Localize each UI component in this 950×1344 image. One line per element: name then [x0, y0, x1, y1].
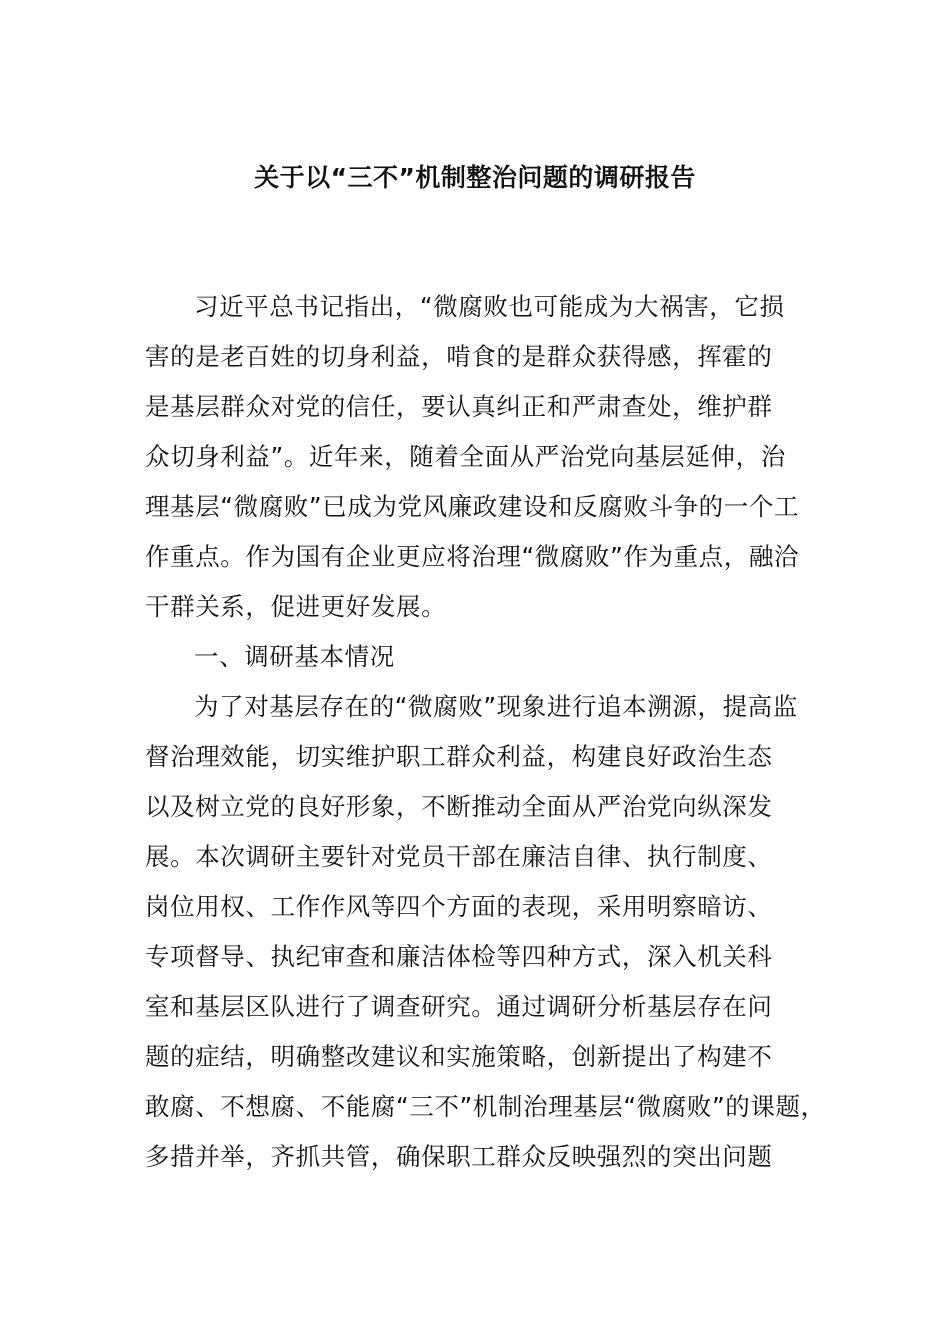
document-title: 关于以“三不”机制整治问题的调研报告: [254, 163, 696, 192]
text-line-paragraph-start: 习近平总书记指出，“微腐败也可能成为大祸害，它损: [194, 292, 785, 321]
section-heading: 一、调研基本情况: [194, 642, 395, 671]
text-line: 以及树立党的良好形象，不断推动全面从严治党向纵深发: [145, 792, 773, 821]
text-line: 是基层群众对党的信任，要认真纠正和严肃查处，维护群: [145, 392, 773, 421]
text-line: 众切身利益”。近年来，随着全面从严治党向基层延伸，治: [145, 442, 786, 471]
text-line: 作重点。作为国有企业更应将治理“微腐败”作为重点，融洽: [145, 542, 800, 571]
text-line: 专项督导、执纪审查和廉洁体检等四种方式，深入机关科: [145, 942, 773, 971]
text-line-paragraph-start: 为了对基层存在的“微腐败”现象进行追本溯源，提高监: [194, 692, 798, 721]
text-line: 理基层“微腐败”已成为党风廉政建设和反腐败斗争的一个工: [145, 492, 800, 521]
text-line: 展。本次调研主要针对党员干部在廉洁自律、执行制度、: [145, 842, 773, 871]
text-line: 多措并举，齐抓共管，确保职工群众反映强烈的突出问题: [145, 1142, 773, 1171]
text-line: 岗位用权、工作作风等四个方面的表现，采用明察暗访、: [145, 892, 773, 921]
document-body: [145, 282, 826, 1182]
text-line: 督治理效能，切实维护职工群众利益，构建良好政治生态: [145, 742, 773, 771]
text-line: 干群关系，促进更好发展。: [145, 592, 447, 621]
text-line: 敢腐、不想腐、不能腐“三不”机制治理基层“微腐败”的课题，: [145, 1092, 826, 1121]
text-line: 题的症结，明确整改建议和实施策略，创新提出了构建不: [145, 1042, 773, 1071]
text-line: 害的是老百姓的切身利益，啃食的是群众获得感，挥霍的: [145, 342, 773, 371]
text-line: 室和基层区队进行了调查研究。通过调研分析基层存在问: [145, 992, 773, 1021]
